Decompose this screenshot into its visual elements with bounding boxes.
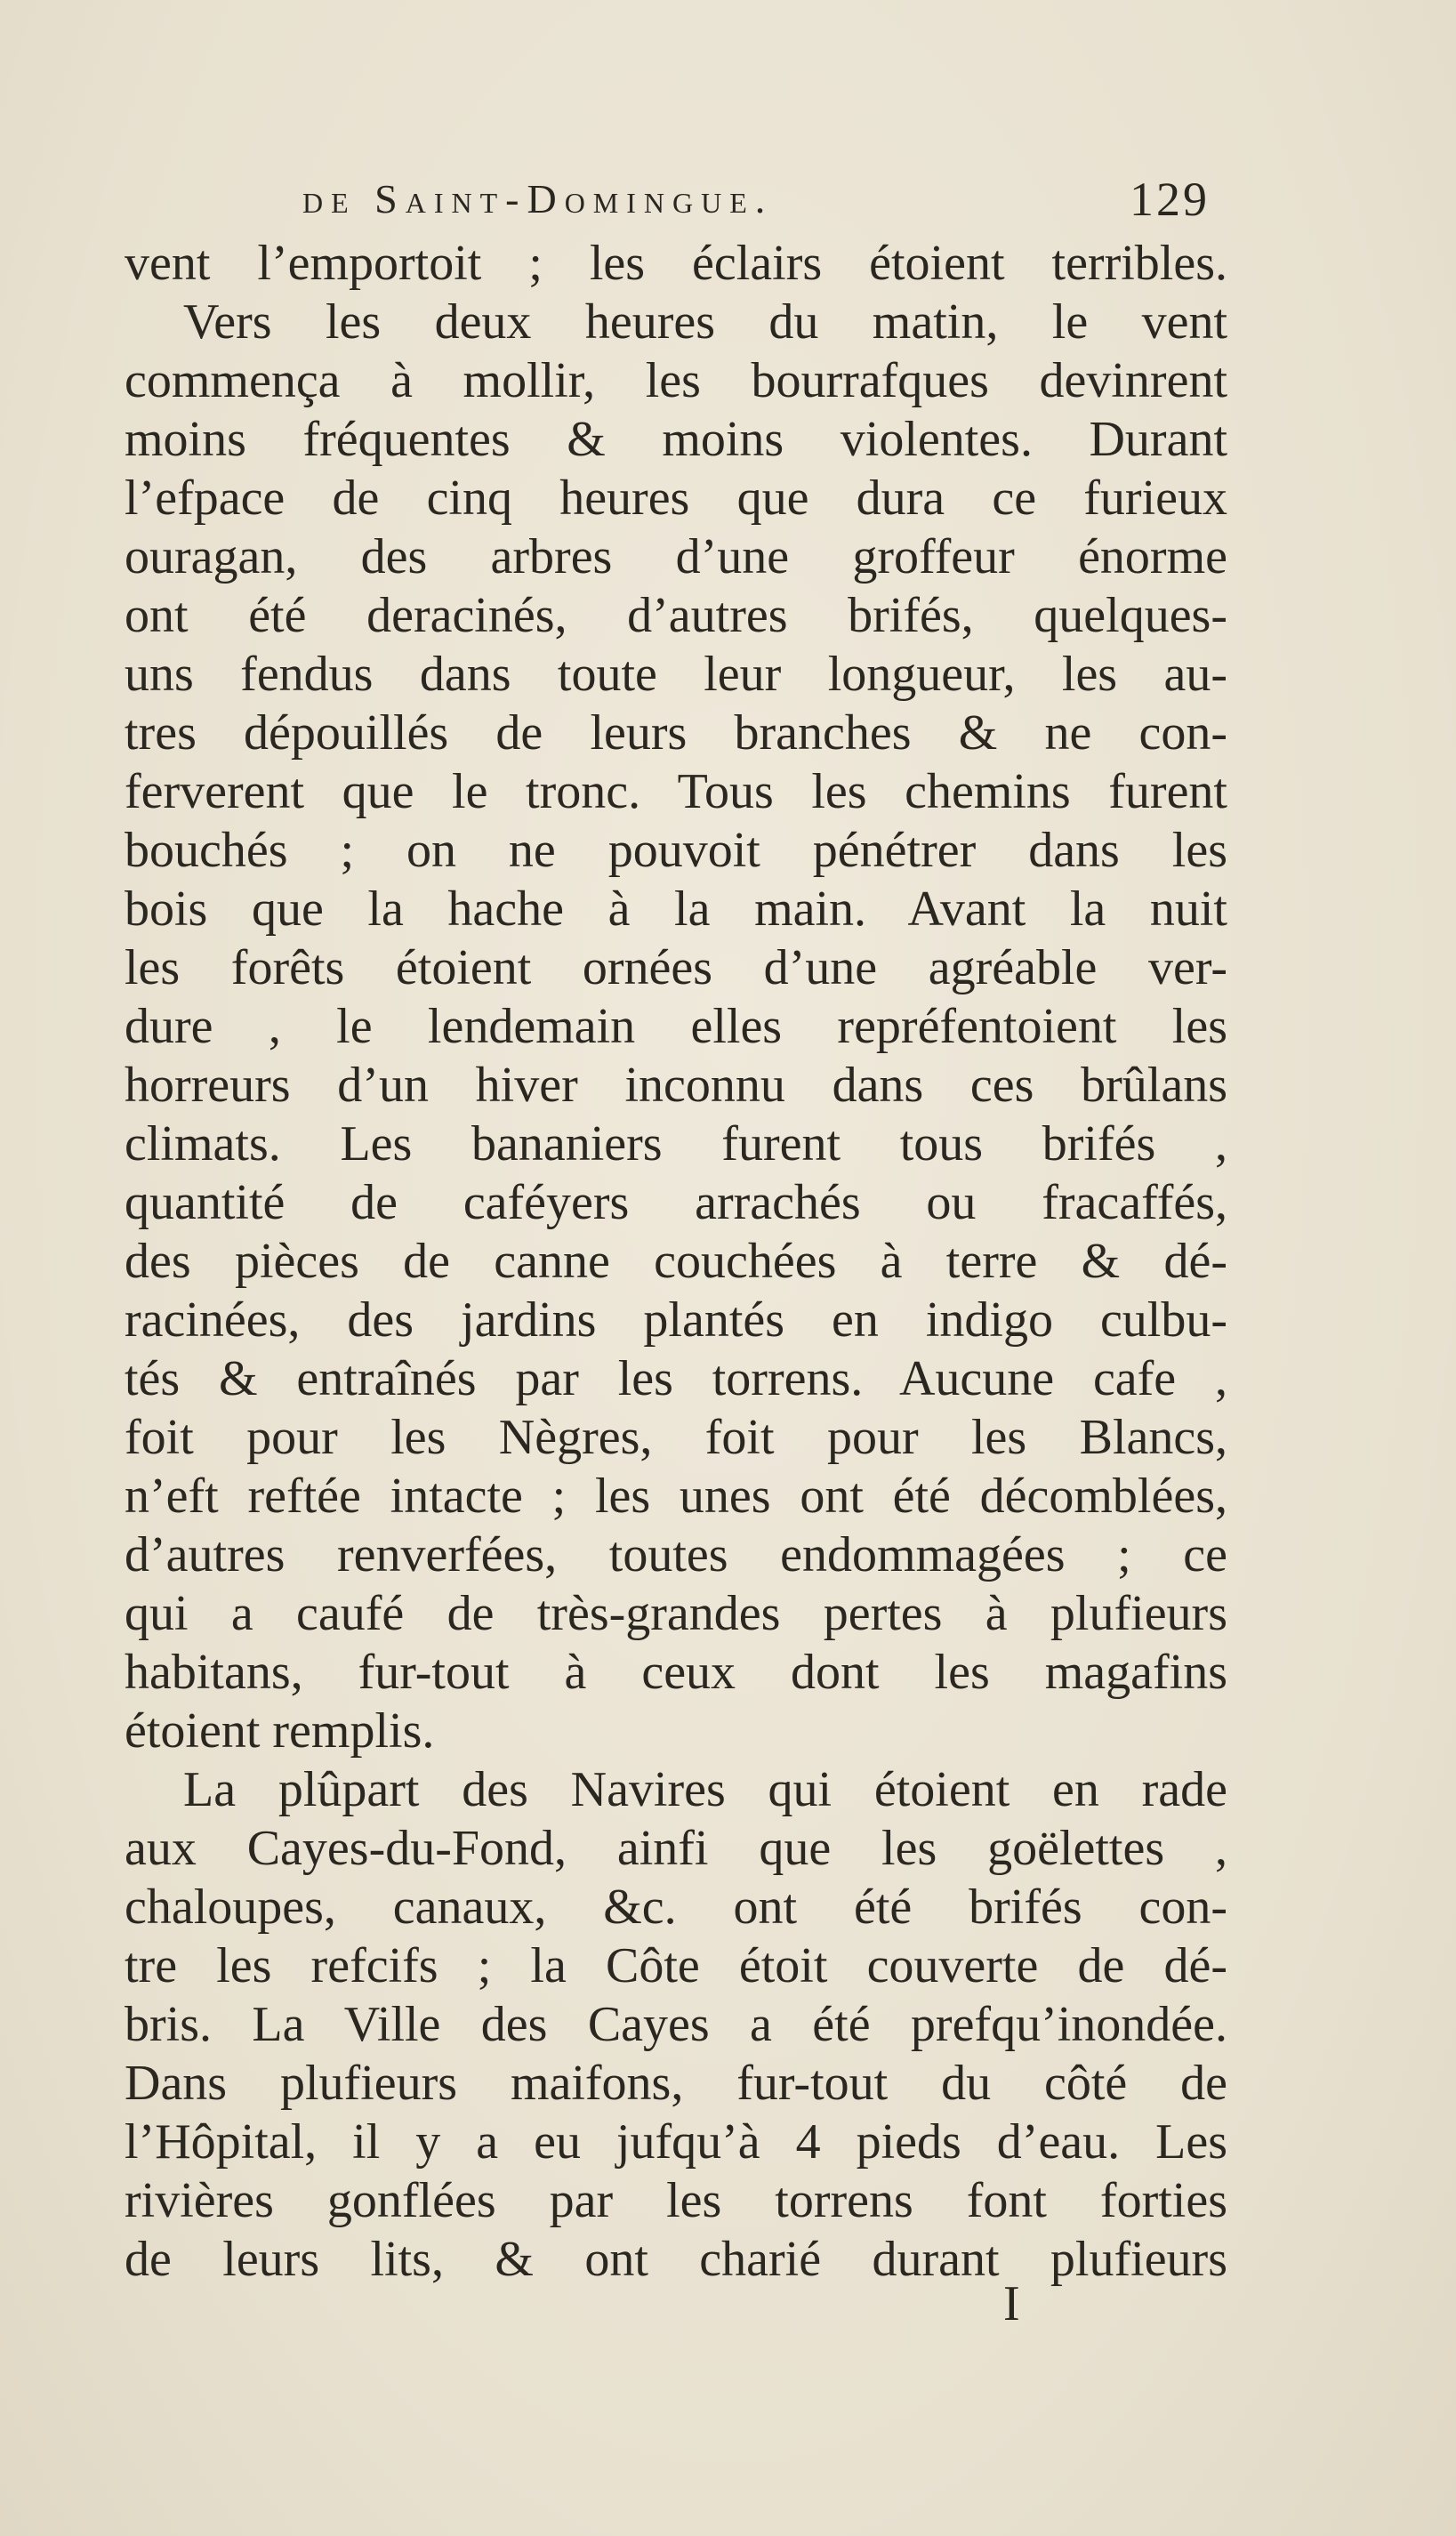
text-line: La plûpart des Navires qui étoient en rade <box>183 1762 1227 1817</box>
text-line: des pièces de canne couchées à terre & dé- <box>125 1234 1227 1289</box>
text-line: les forêts étoient ornées d’une agréable ver- <box>125 940 1227 995</box>
page-number: 129 <box>1130 173 1210 226</box>
text-line: Vers les deux heures du matin, le vent <box>183 294 1227 350</box>
text-line: de leurs lits, & ont charié durant plufieurs <box>125 2232 1227 2287</box>
text-line: d’autres renverfées, toutes endommagées ; ce <box>125 1527 1227 1582</box>
text-line: l’Hôpital, il y a eu jufqu’à 4 pieds d’eau. Les <box>125 2114 1227 2170</box>
text-line: quantité de caféyers arrachés ou fracaffés, <box>125 1175 1227 1230</box>
text-line: tres dépouillés de leurs branches & ne con- <box>125 705 1227 761</box>
text-line: bris. La Ville des Cayes a été prefqu’inondée. <box>125 1997 1227 2052</box>
text-line: chaloupes, canaux, &c. ont été brifés con- <box>125 1880 1227 1935</box>
text-line: ont été deracinés, d’autres brifés, quelques- <box>125 588 1227 643</box>
text-line: qui a caufé de très-grandes pertes à plufieurs <box>125 1586 1227 1641</box>
text-line: l’efpace de cinq heures que dura ce furieux <box>125 471 1227 526</box>
text-line: bois que la hache à la main. Avant la nuit <box>125 882 1227 937</box>
running-head <box>125 165 1227 234</box>
text-line: foit pour les Nègres, foit pour les Blancs, <box>125 1410 1227 1465</box>
text-line: bouchés ; on ne pouvoit pénétrer dans les <box>125 823 1227 878</box>
text-line: ferverent que le tronc. Tous les chemins furent <box>125 764 1227 819</box>
text-line: climats. Les bananiers furent tous brifés , <box>125 1116 1227 1171</box>
text-line: étoient remplis. <box>125 1703 435 1759</box>
text-line: vent l’emportoit ; les éclairs étoient terribles. <box>125 236 1227 291</box>
text-line: rivières gonflées par les torrens font forties <box>125 2173 1227 2228</box>
text-line: moins fréquentes & moins violentes. Durant <box>125 412 1227 467</box>
text-line: uns fendus dans toute leur longueur, les au- <box>125 647 1227 702</box>
text-block <box>125 165 1227 2289</box>
text-line: horreurs d’un hiver inconnu dans ces brûlans <box>125 1058 1227 1113</box>
running-head-title: de Saint-Domingue. <box>302 176 774 221</box>
text-line: aux Cayes-du-Fond, ainfi que les goëlettes , <box>125 1821 1227 1876</box>
text-line: Dans plufieurs maifons, fur-tout du côté de <box>125 2056 1227 2111</box>
text-line: racinées, des jardins plantés en indigo culbu- <box>125 1292 1227 1348</box>
text-line: habitans, fur-tout à ceux dont les magafins <box>125 1645 1227 1700</box>
text-line: ouragan, des arbres d’une groffeur énorme <box>125 529 1227 584</box>
signature-mark: I <box>1003 2276 1020 2331</box>
text-line: tre les refcifs ; la Côte étoit couverte de dé- <box>125 1938 1227 1993</box>
text-line: commença à mollir, les bourrafques devinrent <box>125 353 1227 408</box>
text-line: tés & entraînés par les torrens. Aucune cafe , <box>125 1351 1227 1406</box>
text-line: dure , le lendemain elles repréfentoient les <box>125 999 1227 1054</box>
text-line: n’eft reftée intacte ; les unes ont été décomblées, <box>125 1469 1227 1524</box>
